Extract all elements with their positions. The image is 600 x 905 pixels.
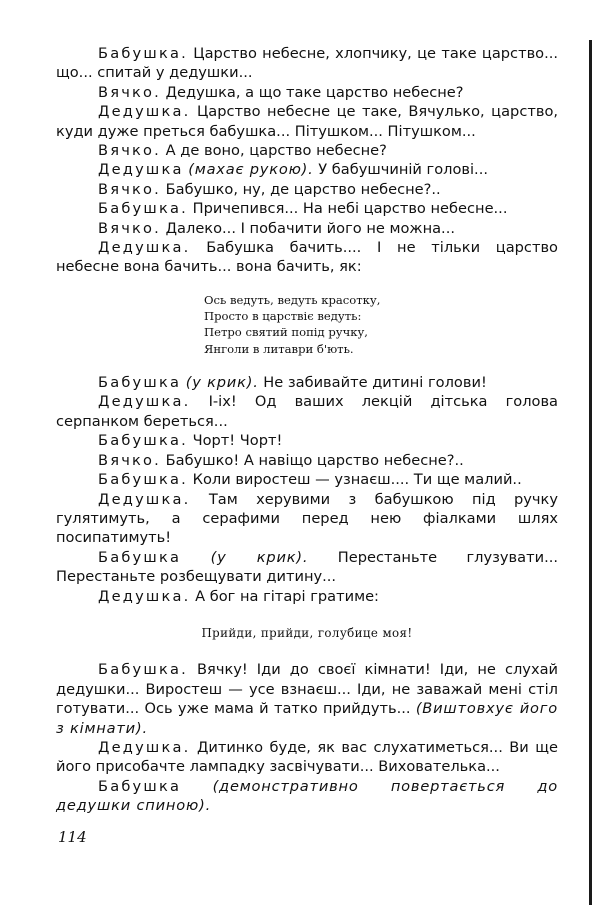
- line-text: І-іх! Од ваших лекцій дітська голова серпанком береться...: [56, 393, 559, 430]
- speaker-name: Дедушка.: [98, 587, 191, 605]
- play-text: [56, 44, 558, 816]
- stage-direction: (демонстративно повертається до дедушки спиною).: [56, 777, 558, 815]
- dialogue-line: [56, 490, 558, 548]
- dialogue-line: [56, 219, 558, 238]
- speaker-name: Бабушка.: [98, 471, 188, 489]
- dialogue-block-3: [56, 660, 558, 815]
- dialogue-line: [56, 738, 558, 777]
- speaker-name: Дедушка.: [98, 239, 191, 257]
- line-text: Причепився... На небі царство небесне...: [192, 200, 508, 218]
- verse-line: Петро святий попід ручку,: [204, 325, 368, 340]
- line-text: Бабушка бачить.... І не тільки царство небесне вона бачить... вона бачить, як:: [56, 239, 558, 276]
- line-text: Царство небесне це таке, Вячулько, царство, куди дуже преться бабушка... Пітушком... Пітушком...: [56, 103, 559, 140]
- line-text: Перестаньте глузувати... Перестаньте розбещувати дитину...: [56, 548, 558, 586]
- verse-quote: [204, 292, 558, 357]
- dialogue-block-2: [56, 373, 558, 606]
- dialogue-line: [56, 587, 558, 606]
- dialogue-line: [56, 141, 558, 160]
- speaker-name: Бабушка.: [98, 432, 188, 450]
- line-text: Бабушко, ну, де царство небесне?..: [165, 180, 441, 198]
- verse-line: Янголи в литаври б'ють.: [204, 341, 354, 356]
- speaker-name: Бабушка.: [98, 45, 188, 62]
- line-text: Не забивайте дитині голови!: [263, 374, 487, 392]
- stage-direction: (Виштовхує його з кімнати).: [56, 700, 558, 737]
- dialogue-line: [56, 548, 558, 587]
- page-number: 114: [58, 828, 87, 846]
- dialogue-line: [56, 238, 558, 277]
- line-text: А бог на гітарі гратиме:: [195, 587, 379, 605]
- song-line: Прийди, прийди, голубице моя!: [201, 625, 413, 640]
- speaker-name: Бабушка: [98, 374, 182, 392]
- speaker-name: Вячко.: [98, 451, 161, 469]
- stage-direction: (у крик).: [210, 548, 309, 566]
- dialogue-line: [56, 199, 558, 218]
- dialogue-line: [56, 451, 558, 470]
- dialogue-line: [56, 160, 558, 179]
- dialogue-line: [56, 660, 558, 738]
- dialogue-block-1: [56, 44, 558, 277]
- dialogue-line: [56, 470, 558, 489]
- line-text: Дитинко буде, як вас слухатиметься... Ви ще його присобачте лампадку засвічувати... Вихователька...: [56, 738, 558, 776]
- dialogue-line: [56, 777, 558, 816]
- speaker-name: Дедушка: [98, 161, 184, 179]
- verse-line: Просто в царствіє ведуть:: [204, 309, 362, 324]
- dialogue-line: [56, 180, 558, 199]
- line-text: А де воно, царство небесне?: [165, 142, 387, 160]
- line-text: Далеко... І побачити його не можна...: [165, 219, 455, 237]
- dialogue-line: [56, 373, 558, 392]
- stage-direction: (махає рукою).: [188, 161, 314, 179]
- dialogue-line: [56, 392, 558, 431]
- speaker-name: Вячко.: [98, 219, 161, 237]
- speaker-name: Вячко.: [98, 142, 161, 160]
- speaker-name: Вячко.: [98, 83, 161, 101]
- speaker-name: Бабушка: [98, 777, 182, 795]
- dialogue-line: [56, 44, 558, 83]
- speaker-name: Бабушка.: [98, 661, 188, 679]
- line-text: Царство небесне, хлопчику, це таке царство... що... спитай у дедушки...: [56, 45, 559, 82]
- page-edge-rule: [589, 40, 592, 905]
- speaker-name: Дедушка.: [98, 393, 191, 411]
- speaker-name: Бабушка.: [98, 200, 188, 218]
- verse-line: Ось ведуть, ведуть красотку,: [204, 292, 381, 307]
- speaker-name: Дедушка.: [98, 490, 191, 508]
- line-text: Вячку! Іди до своєї кімнати! Іди, не слухай дедушки... Виростеш — усе взнаєш... Іди, не заважай мені стіл готувати... Ось уже мама й татко прийдуть...: [56, 661, 559, 718]
- line-text: Бабушко! А навіщо царство небесне?..: [165, 451, 464, 469]
- speaker-name: Бабушка: [98, 548, 182, 566]
- line-text: У бабушчиній голові...: [318, 161, 488, 179]
- stage-direction: (у крик).: [185, 374, 259, 392]
- line-text: Коли виростеш — узнаєш.... Ти ще малий..: [192, 471, 522, 489]
- dialogue-line: [56, 102, 558, 141]
- line-text: Там херувими з бабушкою під ручку гулятимуть, а серафими перед нею фіалками шлях посипатимуть!: [56, 490, 559, 547]
- line-text: Чорт! Чорт!: [192, 432, 283, 450]
- dialogue-line: [56, 431, 558, 450]
- speaker-name: Дедушка.: [98, 738, 191, 756]
- line-text: Дедушка, а що таке царство небесне?: [165, 83, 464, 101]
- speaker-name: Вячко.: [98, 180, 161, 198]
- dialogue-line: [56, 83, 558, 102]
- speaker-name: Дедушка.: [98, 103, 191, 121]
